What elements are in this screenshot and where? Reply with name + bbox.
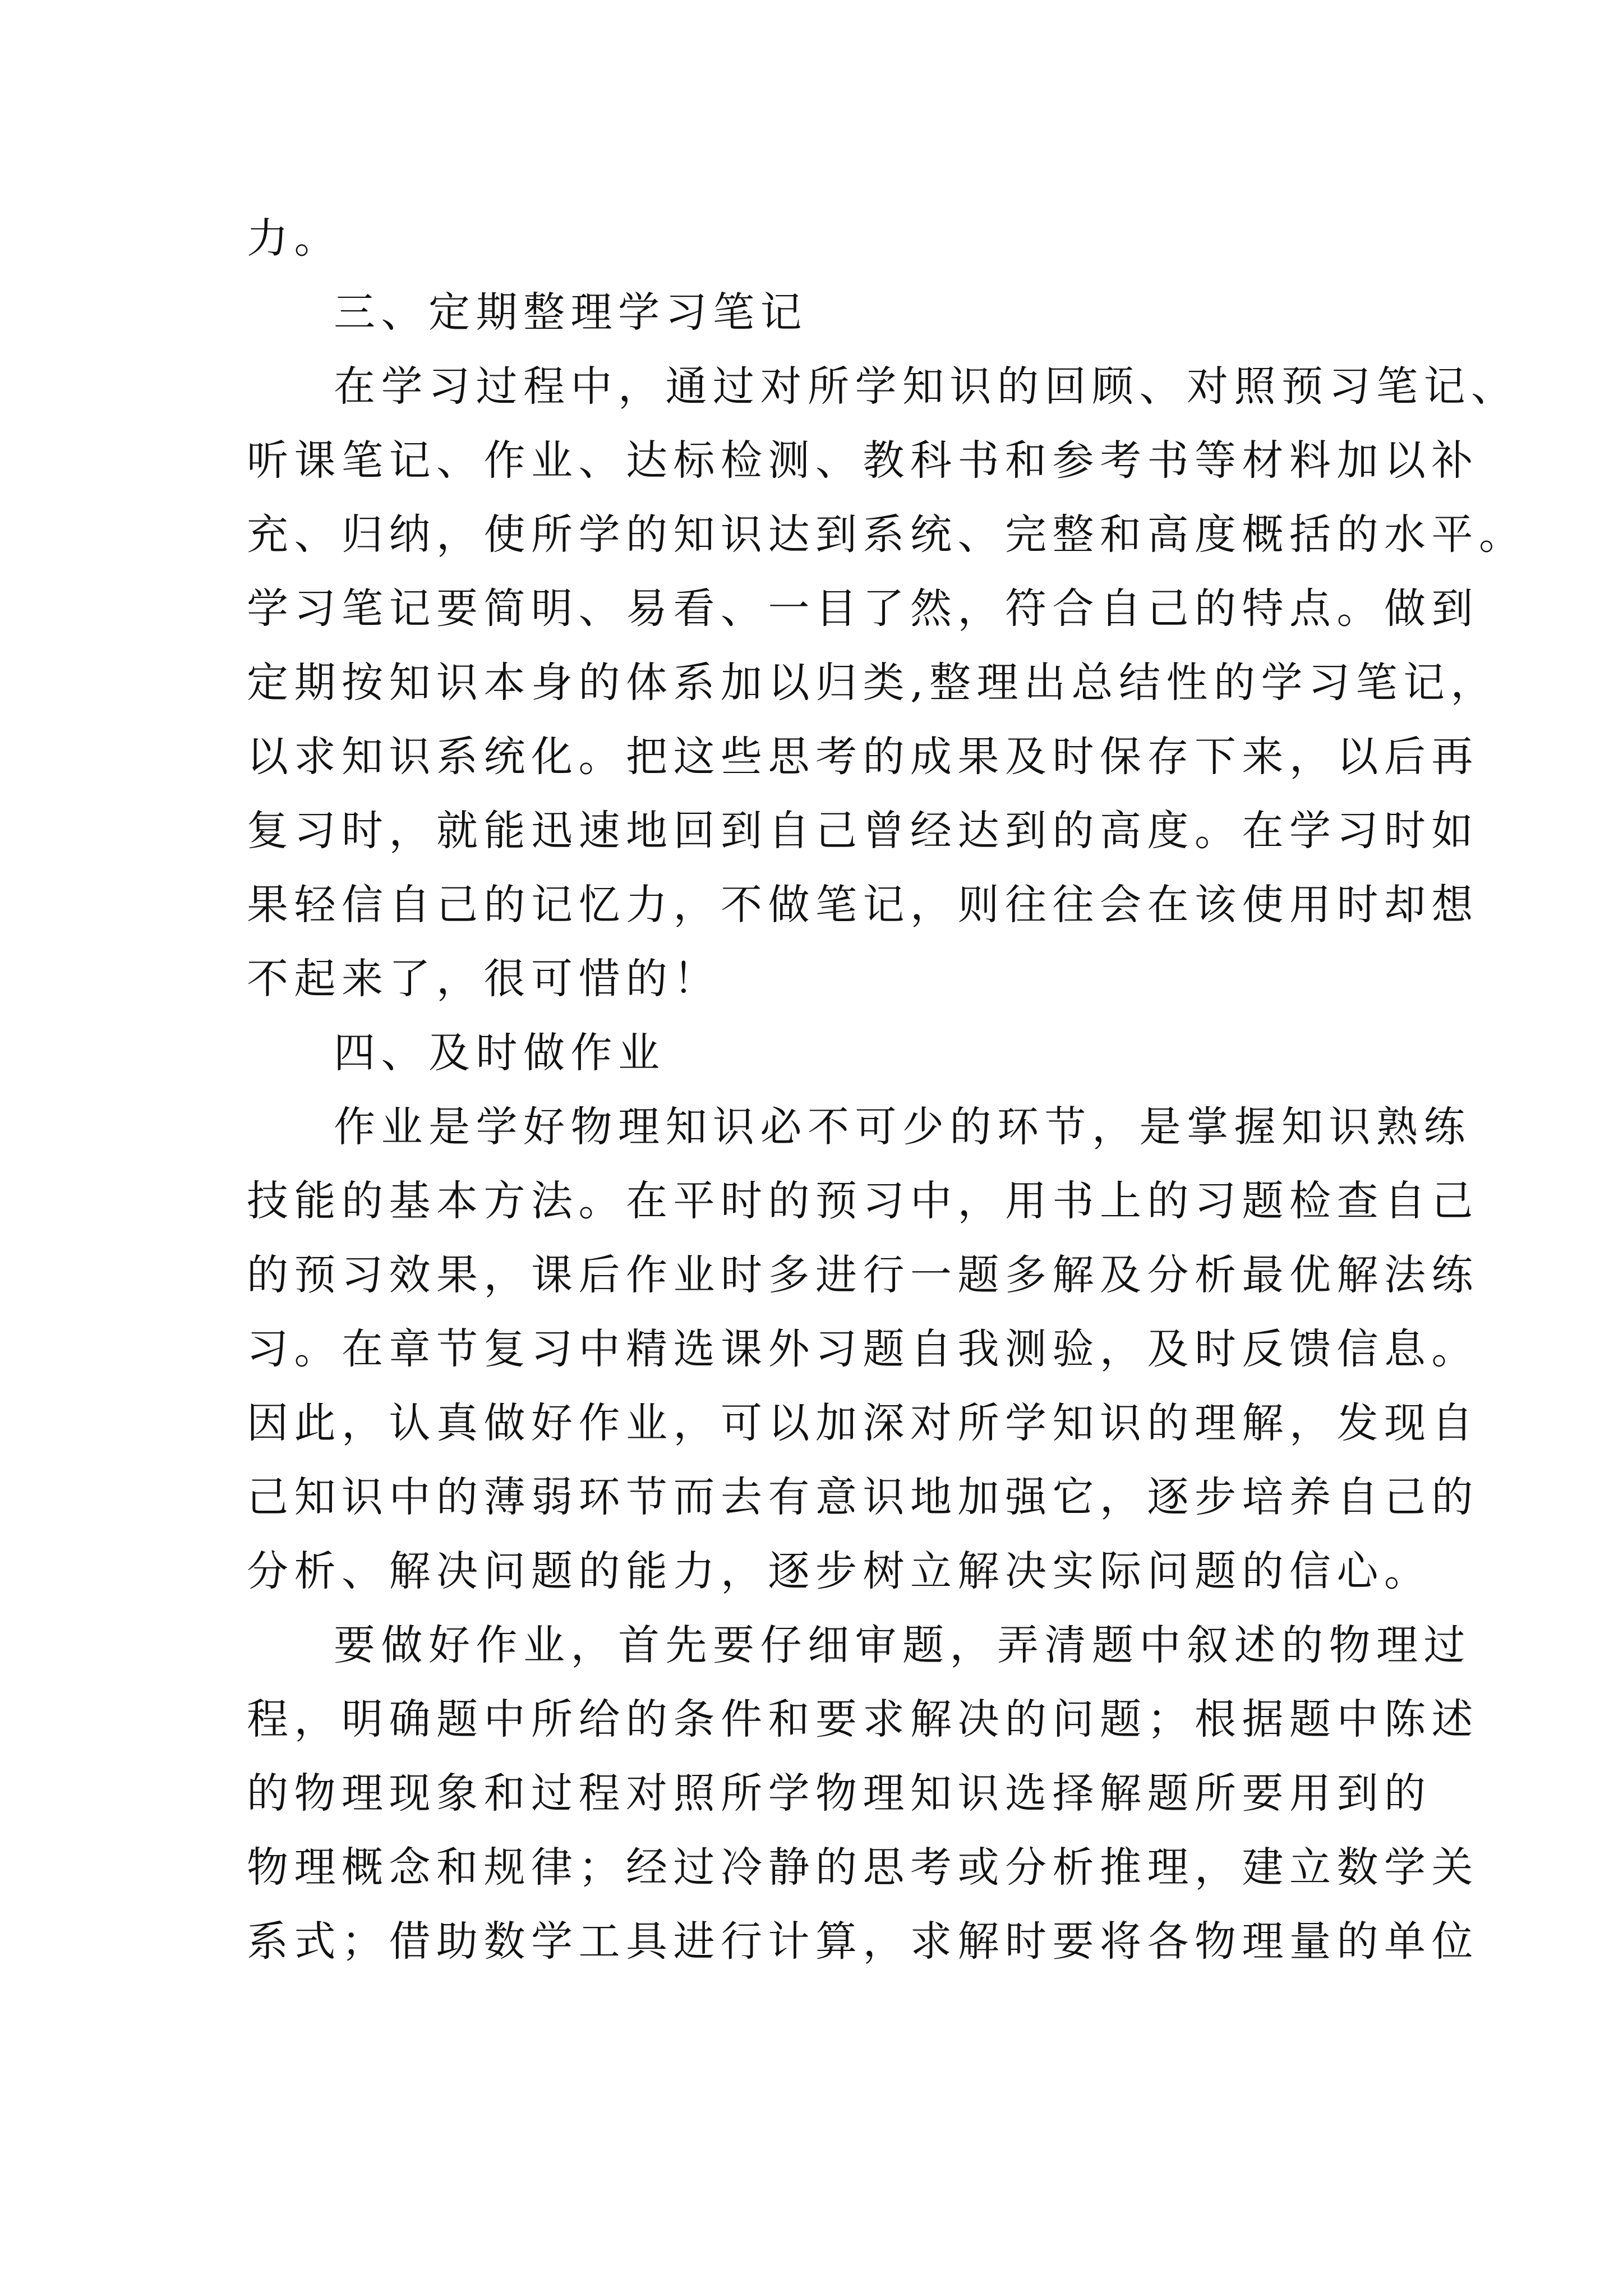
text-line: 的物理现象和过程对照所学物理知识选择解题所要用到的	[247, 1769, 1432, 1818]
text-line: 分析、解决问题的能力，逐步树立解决实际问题的信心。	[247, 1547, 1432, 1595]
text-line: 在学习过程中，通过对所学知识的回顾、对照预习笔记、	[334, 362, 1519, 411]
text-line: 听课笔记、作业、达标检测、教科书和参考书等材料加以补	[247, 436, 1479, 485]
text-line: 程，明确题中所给的条件和要求解决的问题；根据题中陈述	[247, 1695, 1479, 1743]
text-line: 己知识中的薄弱环节而去有意识地加强它，逐步培养自己的	[247, 1473, 1479, 1521]
text-line: 物理概念和规律；经过冷静的思考或分析推理，建立数学关	[247, 1843, 1479, 1892]
text-line: 作业是学好物理知识必不可少的环节，是掌握知识熟练	[334, 1103, 1471, 1151]
text-line: 复习时，就能迅速地回到自己曾经达到的高度。在学习时如	[247, 807, 1479, 855]
text-line: 定期按知识本身的体系加以归类,整理出总结性的学习笔记，	[247, 659, 1498, 707]
text-line: 技能的基本方法。在平时的预习中，用书上的习题检查自己	[247, 1177, 1479, 1225]
text-line: 要做好作业，首先要仔细审题，弄清题中叙述的物理过	[334, 1621, 1471, 1669]
text-line: 果轻信自己的记忆力，不做笔记，则往往会在该使用时却想	[247, 881, 1479, 929]
section-heading: 四、及时做作业	[334, 1029, 666, 1077]
text-line: 力。	[247, 214, 342, 263]
text-line: 不起来了，很可惜的！	[247, 955, 721, 1003]
text-line: 因此，认真做好作业，可以加深对所学知识的理解，发现自	[247, 1399, 1479, 1447]
text-line: 的预习效果，课后作业时多进行一题多解及分析最优解法练	[247, 1251, 1479, 1299]
text-line: 学习笔记要简明、易看、一目了然，符合自己的特点。做到	[247, 585, 1479, 633]
text-line: 充、归纳，使所学的知识达到系统、完整和高度概括的水平。	[247, 510, 1527, 559]
text-line: 系式；借助数学工具进行计算，求解时要将各物理量的单位	[247, 1917, 1479, 1966]
section-heading: 三、定期整理学习笔记	[334, 288, 808, 337]
text-line: 以求知识系统化。把这些思考的成果及时保存下来，以后再	[247, 733, 1479, 781]
text-line: 习。在章节复习中精选课外习题自我测验，及时反馈信息。	[247, 1325, 1479, 1373]
